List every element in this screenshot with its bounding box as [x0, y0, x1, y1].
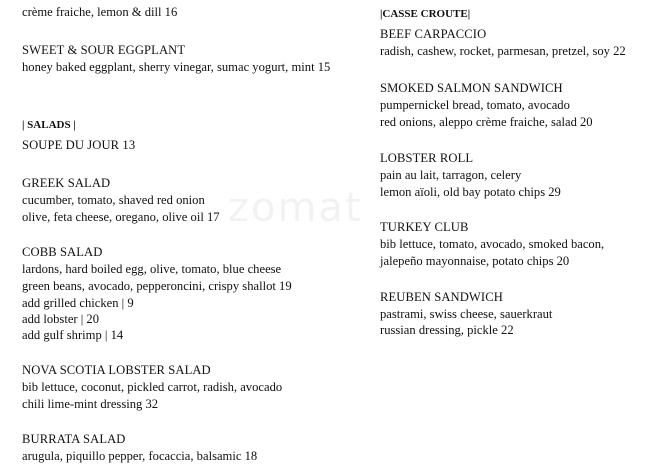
- item-name-greek-salad: GREEK SALAD: [22, 176, 111, 190]
- eggplant-prev-item-desc: crème fraiche, lemon & dill 16: [22, 5, 178, 19]
- item-name-reuben-sandwich: REUBEN SANDWICH: [380, 290, 503, 304]
- item-desc-turkey-club-1: bib lettuce, tomato, avocado, smoked bacon,: [380, 237, 605, 251]
- section-heading-salads: | SALADS |: [22, 119, 76, 131]
- item-name-soupe-du-jour: SOUPE DU JOUR 13: [22, 138, 136, 152]
- item-name-burrata-salad: BURRATA SALAD: [22, 432, 126, 446]
- item-name-sweet-sour-eggplant: SWEET & SOUR EGGPLANT: [22, 43, 186, 57]
- item-desc-nova-scotia-1: bib lettuce, coconut, pickled carrot, radish, avocado: [22, 380, 283, 394]
- section-heading-casse-croute: |CASSE CROUTE|: [380, 8, 471, 20]
- item-desc-turkey-club-2: jalepeño mayonnaise, potato chips 20: [380, 254, 570, 268]
- item-name-turkey-club: TURKEY CLUB: [380, 220, 469, 234]
- watermark: zomat: [228, 185, 363, 231]
- item-desc-beef-carpaccio: radish, cashew, rocket, parmesan, pretzel, soy 22: [380, 44, 626, 58]
- item-desc-lobster-roll-1: pain au lait, tarragon, celery: [380, 168, 522, 182]
- item-name-lobster-roll: LOBSTER ROLL: [380, 151, 474, 165]
- item-desc-reuben-2: russian dressing, pickle 22: [380, 323, 514, 337]
- item-name-cobb-salad: COBB SALAD: [22, 245, 103, 259]
- item-desc-cobb-salad-2: green beans, avocado, pepperoncini, crispy shallot 19: [22, 279, 292, 293]
- item-desc-smoked-salmon-2: red onions, aleppo crème fraiche, salad 20: [380, 115, 593, 129]
- item-desc-cobb-salad-1: lardons, hard boiled egg, olive, tomato, blue cheese: [22, 262, 282, 276]
- item-desc-smoked-salmon-1: pumpernickel bread, tomato, avocado: [380, 98, 570, 112]
- item-name-beef-carpaccio: BEEF CARPACCIO: [380, 27, 487, 41]
- item-addon-gulf-shrimp: add gulf shrimp | 14: [22, 328, 124, 342]
- item-name-smoked-salmon-sandwich: SMOKED SALMON SANDWICH: [380, 81, 563, 95]
- item-desc-greek-salad-2: olive, feta cheese, oregano, olive oil 17: [22, 210, 220, 224]
- item-desc-nova-scotia-2: chili lime-mint dressing 32: [22, 397, 159, 411]
- item-desc-greek-salad-1: cucumber, tomato, shaved red onion: [22, 193, 205, 207]
- item-addon-grilled-chicken: add grilled chicken | 9: [22, 296, 134, 310]
- item-desc-sweet-sour-eggplant: honey baked eggplant, sherry vinegar, sumac yogurt, mint 15: [22, 60, 331, 74]
- item-desc-burrata-salad: arugula, piquillo pepper, focaccia, balsamic 18: [22, 449, 258, 463]
- item-addon-lobster: add lobster | 20: [22, 312, 100, 326]
- item-name-nova-scotia-lobster-salad: NOVA SCOTIA LOBSTER SALAD: [22, 363, 211, 377]
- item-desc-reuben-1: pastrami, swiss cheese, sauerkraut: [380, 307, 553, 321]
- item-desc-lobster-roll-2: lemon aïoli, old bay potato chips 29: [380, 185, 561, 199]
